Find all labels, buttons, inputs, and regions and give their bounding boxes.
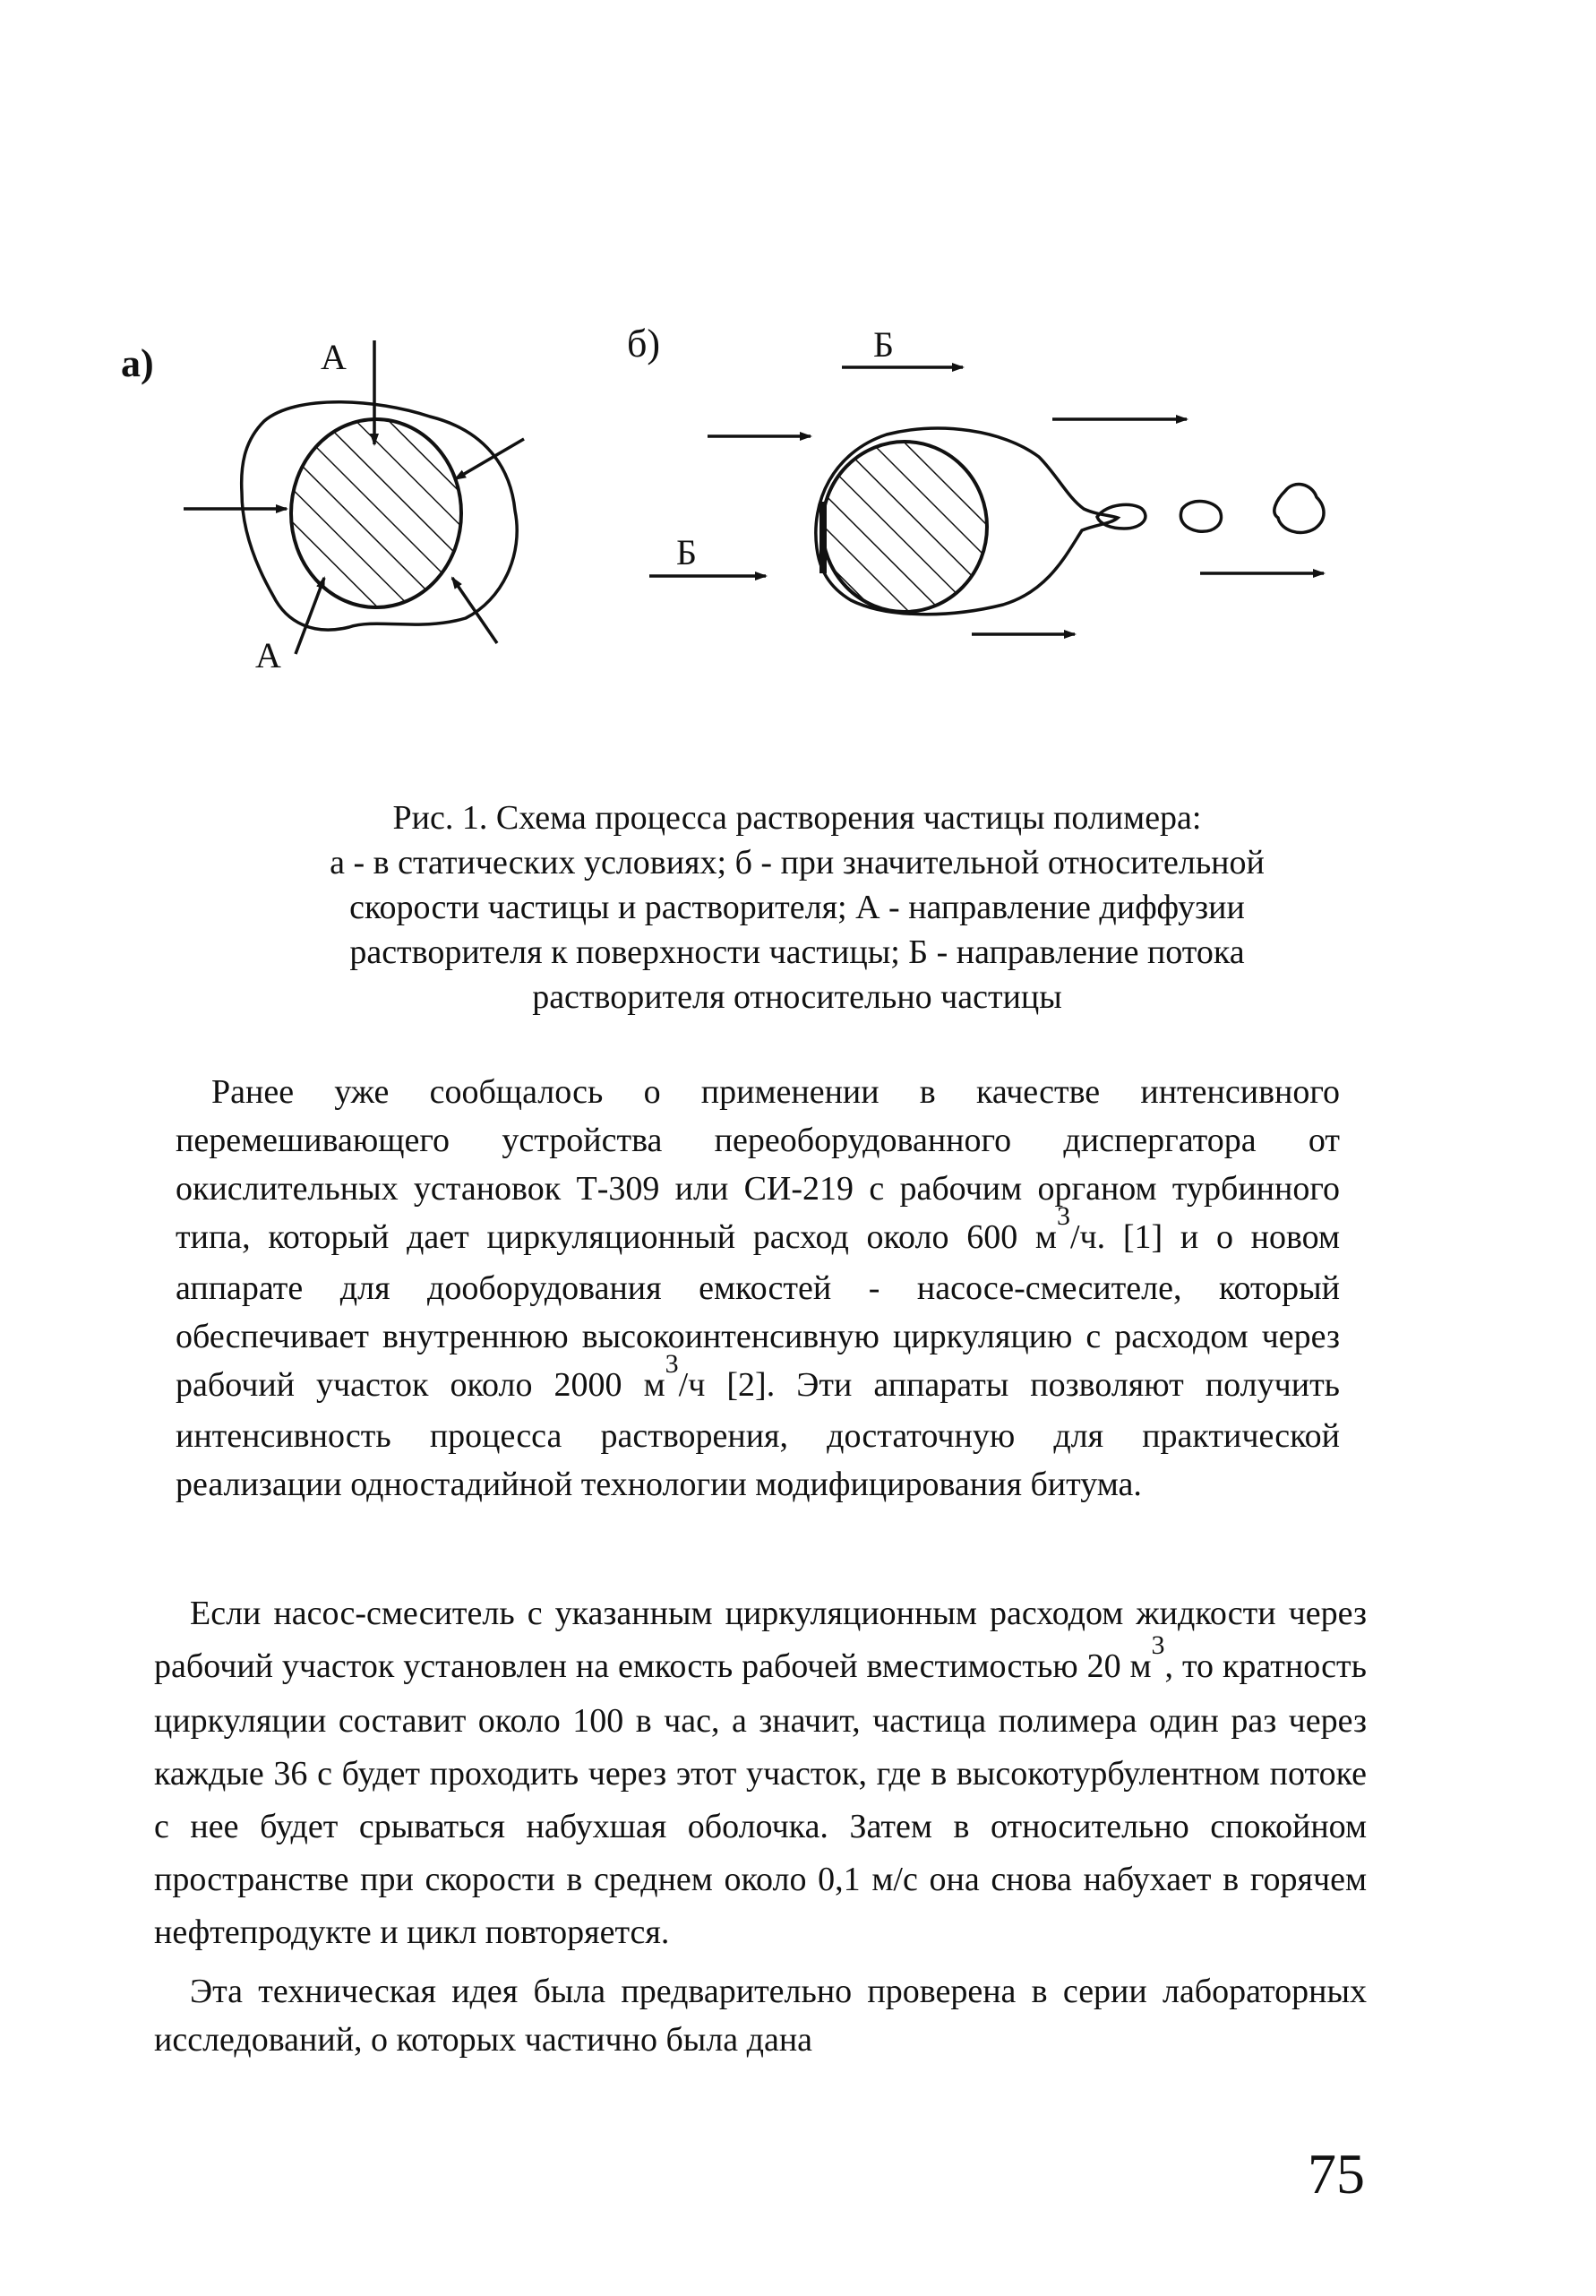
label-a-top: А — [321, 337, 347, 377]
page-number: 75 — [1308, 2142, 1365, 2206]
label-b-left: Б — [676, 532, 697, 572]
arrow-a-right — [455, 439, 524, 479]
flow-arrows-b — [649, 367, 1324, 634]
superscript-cubic-2: 3 — [665, 1349, 679, 1379]
panel-a — [121, 337, 524, 675]
paragraph-1-text-a: Ранее уже сообщалось о применении в качестве интенсивного перемешивающего устройства переоборудованного диспергатора от окислительных установок Т-309 или СИ-219 с рабочим органом турбинного типа, который дает циркуляционный расход около 600 м — [176, 1073, 1340, 1256]
paragraph-2-text-a: Если насос-смеситель с указанным циркуляционным расходом жидкости через рабочий участок установлен на емкость рабочей вместимостью 20 м — [154, 1595, 1367, 1685]
panel-b — [627, 322, 1324, 634]
paragraph-3-text: Эта техническая идея была предварительно проверена в серии лабораторных исследований, о которых частично была дана — [154, 1973, 1367, 2059]
polymer-particle-a — [291, 419, 461, 607]
paragraph-2 — [154, 1587, 1367, 1959]
caption-line: Рис. 1. Схема процесса растворения частицы полимера: — [392, 799, 1202, 837]
label-a-bottom: А — [255, 635, 281, 675]
superscript-cubic-3: 3 — [1151, 1630, 1165, 1660]
paragraph-3 — [154, 1967, 1367, 2064]
superscript-cubic-1: 3 — [1056, 1201, 1070, 1231]
figure-caption — [179, 795, 1415, 1019]
fragment-2 — [1180, 502, 1221, 532]
paragraph-2-text-b: , то кратность циркуляции составит около 100 в час, а значит, частица полимера один раз через каждые 36 с будет проходить через этот участок, где в высокотурбулентном потоке с нее будет срываться набухшая оболочка. Затем в относительно спокойном пространстве при скорости в среднем около 0,1 м/с она снова набухает в горячем нефтепродукте и цикл повторяется. — [154, 1647, 1367, 1951]
figure-dissolution-scheme — [0, 0, 1596, 744]
caption-line: а - в статических условиях; б - при значительной относительной — [330, 844, 1265, 881]
arrow-a-bottom-right — [452, 578, 497, 643]
paragraph-1-text-c: /ч [2]. Эти аппараты позволяют получить интенсивность процесса растворения, достаточную для практической реализации одностадийной технологии модифицирования битума. — [176, 1366, 1341, 1503]
paragraph-1-text-b: /ч. [1] и о новом аппарате для дооборудования емкостей - насосе-смесителе, который обеспечивает внутреннюю высокоинтенсивную циркуляцию с расходом через рабочий участок около 2000 м — [176, 1218, 1341, 1404]
paragraph-1 — [176, 1068, 1340, 1509]
label-b-top: Б — [873, 324, 894, 365]
detached-fragments — [1097, 485, 1324, 533]
fragment-1 — [1097, 504, 1146, 529]
caption-line: растворителя к поверхности частицы; Б - направление потока — [349, 933, 1245, 971]
caption-line: растворителя относительно частицы — [532, 978, 1062, 1016]
arrow-a-bottom-left — [296, 578, 324, 654]
panel-b-label: б) — [627, 322, 661, 365]
caption-line: скорости частицы и растворителя; А - направление диффузии — [349, 889, 1245, 926]
fragment-3 — [1274, 485, 1324, 533]
polymer-particle-b — [822, 442, 987, 612]
panel-a-label: а) — [121, 341, 154, 385]
